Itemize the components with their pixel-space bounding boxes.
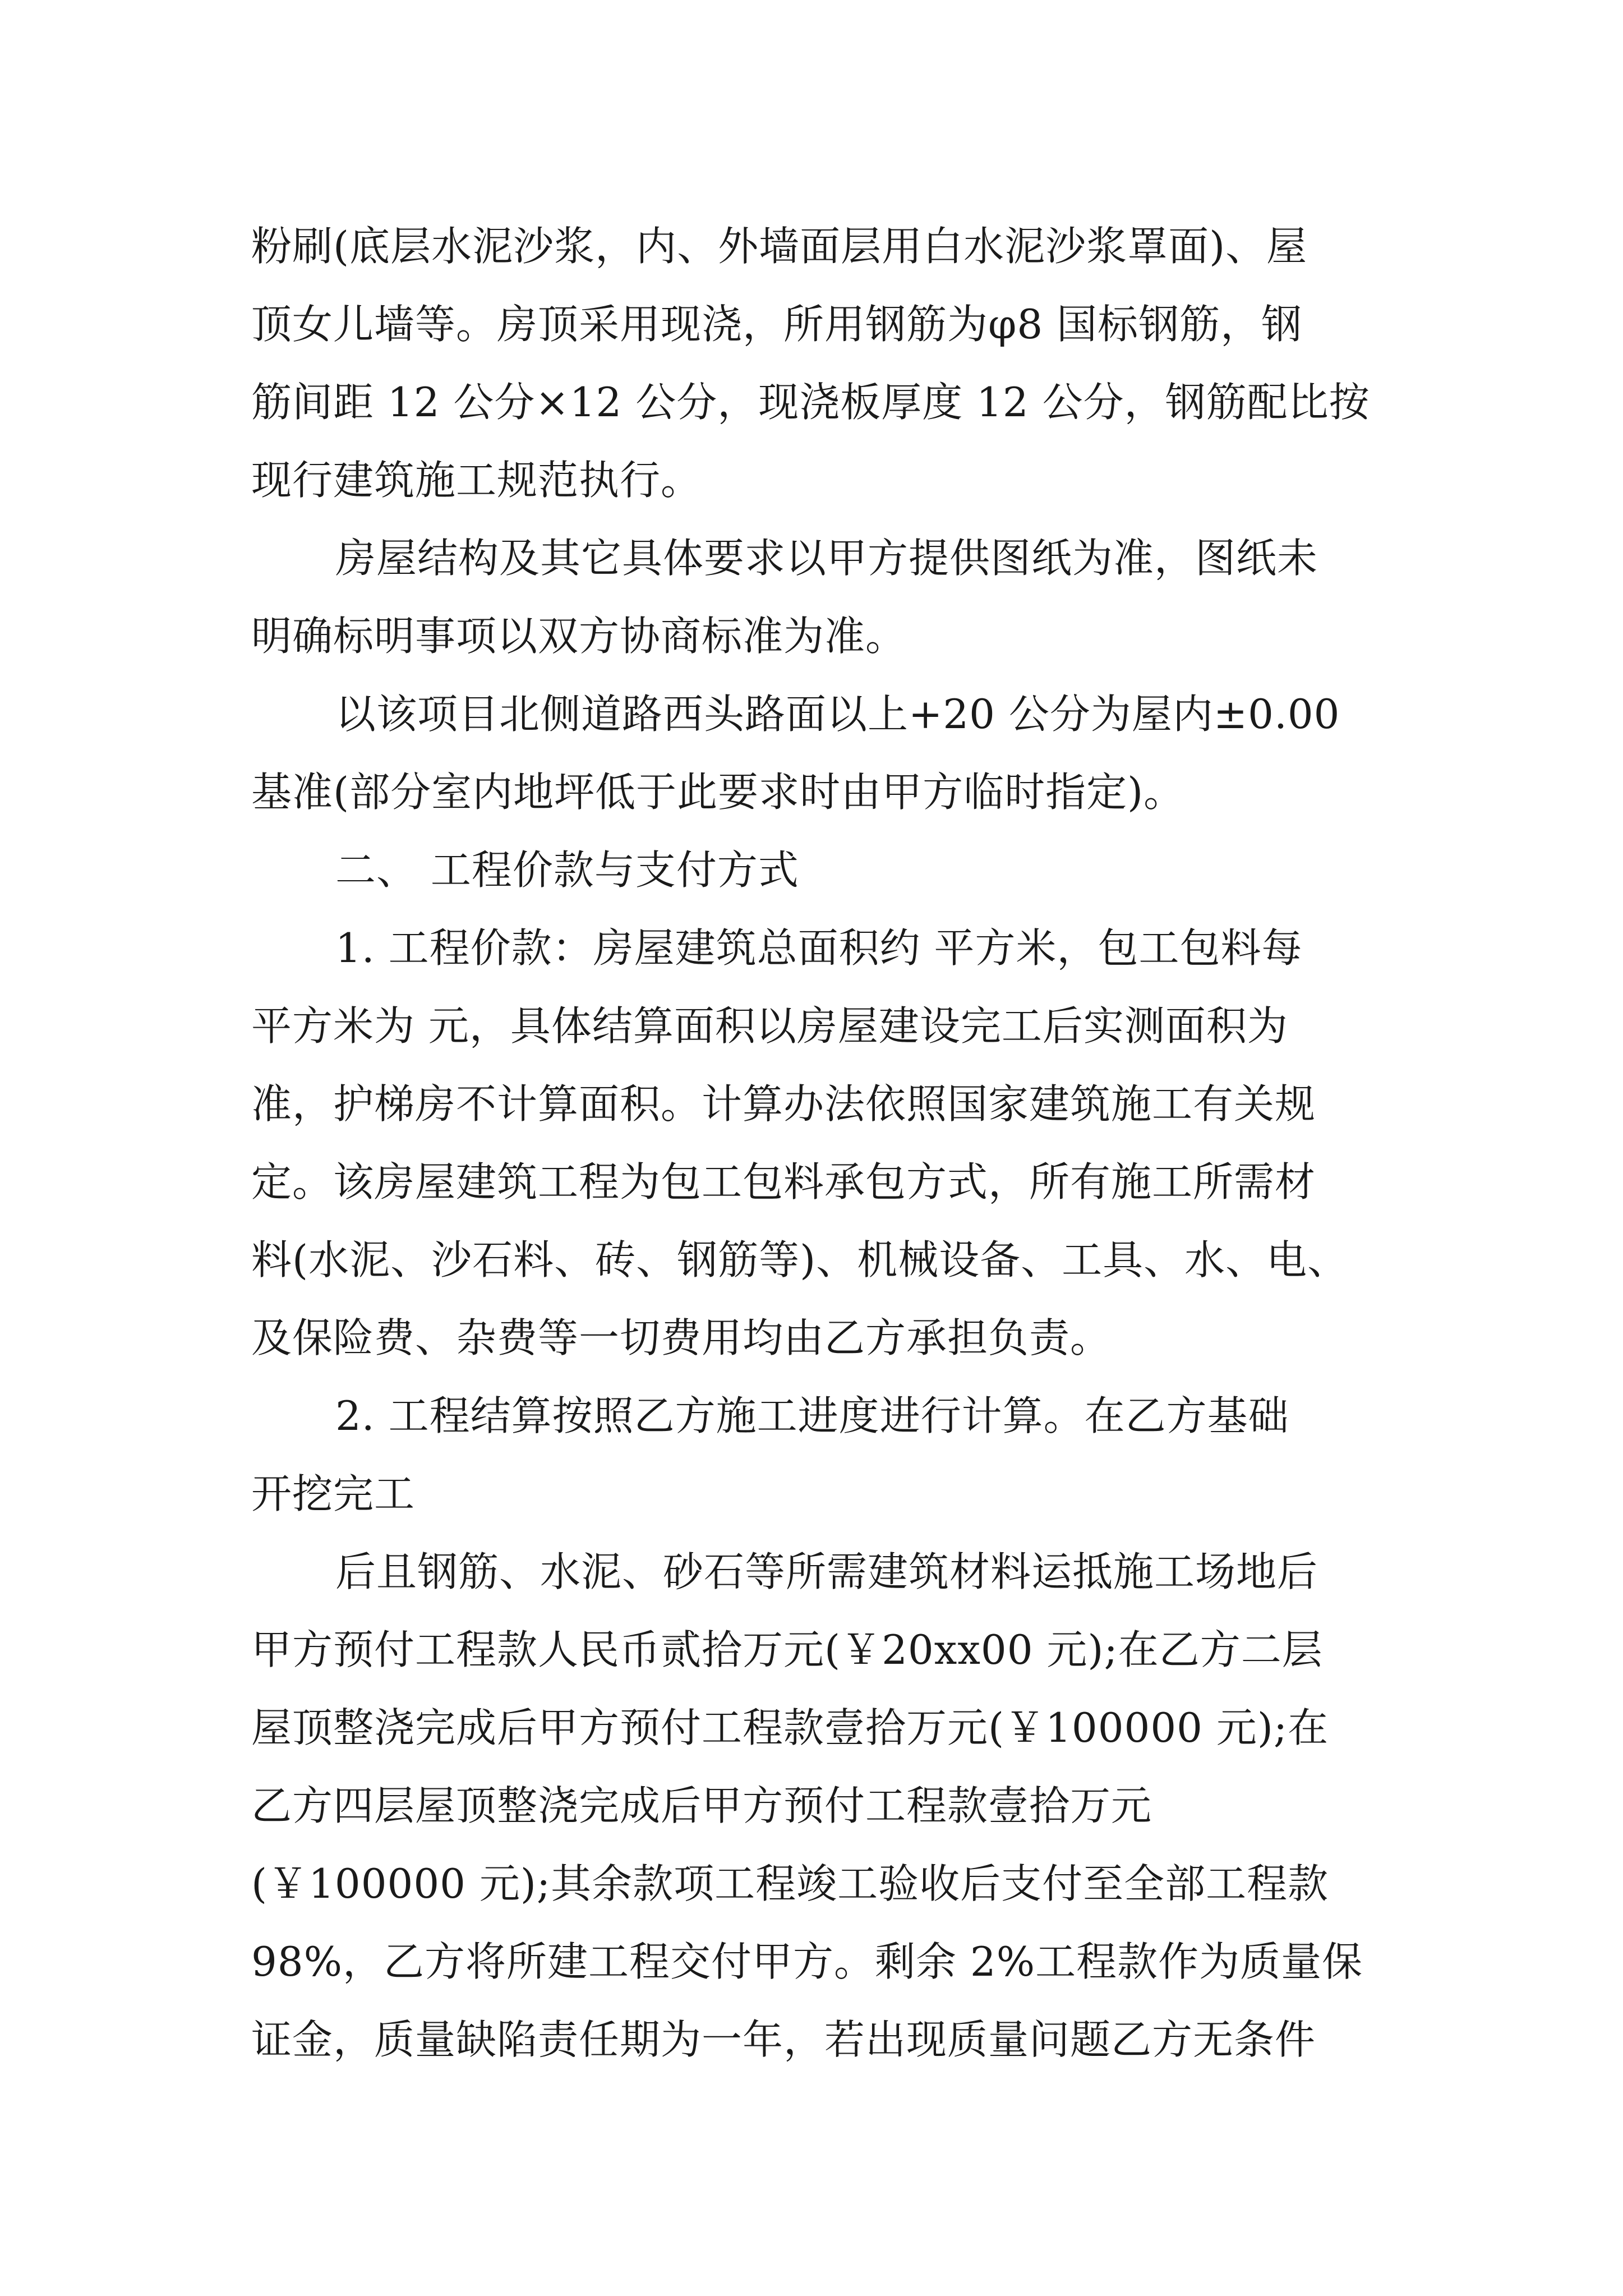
text-line: 现行建筑施工规范执行。 [251,457,702,504]
text-line: 基准(部分室内地坪低于此要求时由甲方临时指定)。 [251,769,1185,816]
text-line: 明确标明事项以双方协商标准为准。 [251,613,907,660]
text-line: 2. 工程结算按照乙方施工进度进行计算。在乙方基础 [335,1392,1289,1439]
text-line: 及保险费、杂费等一切费用均由乙方承担负责。 [251,1314,1112,1361]
text-line: 平方米为 元，具体结算面积以房屋建设完工后实测面积为 [251,1002,1288,1050]
text-line: 乙方四层屋顶整浇完成后甲方预付工程款壹拾万元 [251,1782,1152,1829]
text-line: (￥100000 元);其余款项工程竣工验收后支付至全部工程款 [251,1860,1329,1907]
text-line: 后且钢筋、水泥、砂石等所需建筑材料运抵施工场地后 [335,1548,1318,1595]
text-line: 证金，质量缺陷责任期为一年，若出现质量问题乙方无条件 [251,2016,1316,2063]
text-line: 98%，乙方将所建工程交付甲方。剩余 2%工程款作为质量保 [251,1938,1363,1985]
text-line: 屋顶整浇完成后甲方预付工程款壹拾万元(￥100000 元);在 [251,1704,1329,1751]
text-line: 粉刷(底层水泥沙浆，内、外墙面层用白水泥沙浆罩面)、屋 [251,223,1308,270]
text-line: 准，护梯房不计算面积。计算办法依照国家建筑施工有关规 [251,1080,1316,1128]
text-line: 甲方预付工程款人民币贰拾万元(￥20xx00 元);在乙方二层 [251,1626,1323,1673]
document-body [251,208,1373,2079]
text-line: 料(水泥、沙石料、砖、钢筋等)、机械设备、工具、水、电、 [251,1236,1349,1283]
section-heading: 二、 工程价款与支付方式 [335,846,799,894]
text-line: 筋间距 12 公分×12 公分，现浇板厚度 12 公分，钢筋配比按 [251,379,1370,426]
text-line: 1. 工程价款：房屋建筑总面积约 平方米，包工包料每 [335,924,1303,972]
text-line: 房屋结构及其它具体要求以甲方提供图纸为准，图纸未 [335,535,1318,582]
text-line: 定。该房屋建筑工程为包工包料承包方式，所有施工所需材 [251,1158,1316,1205]
text-line: 顶女儿墙等。房顶采用现浇，所用钢筋为φ8 国标钢筋，钢 [251,301,1303,348]
text-line: 以该项目北侧道路西头路面以上+20 公分为屋内±0.00 [335,691,1340,738]
text-line: 开挖完工 [251,1470,416,1517]
